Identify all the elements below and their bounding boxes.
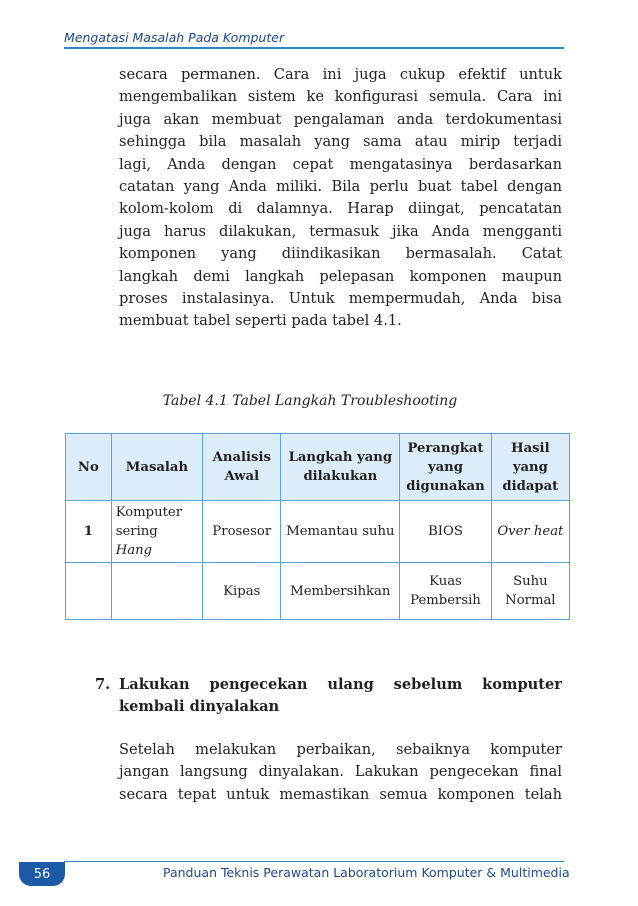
col-header-masalah: Masalah [111, 434, 202, 501]
footer-rule [64, 861, 564, 862]
header-rule [64, 47, 564, 49]
paragraph-2 [119, 739, 562, 806]
cell-no: 1 [66, 501, 112, 563]
paragraph-line: membuat tabel seperti pada tabel 4.1. [119, 312, 402, 330]
cell-perangkat: Kuas Pembersih [400, 563, 491, 620]
cell-analisis: Kipas [203, 563, 281, 620]
step-number: 7. [95, 676, 111, 693]
paragraph-line: lagi, Anda dengan cepat mengatasinya berdasarkan [119, 155, 562, 173]
col-header-hasil: Hasil yang didapat [491, 434, 569, 501]
troubleshooting-table [65, 433, 570, 620]
paragraph-line: secara tepat untuk memastikan semua komponen telah [119, 785, 562, 803]
paragraph-line: juga harus dilakukan, termasuk jika Anda mengganti [119, 222, 562, 240]
paragraph-1 [119, 64, 562, 333]
page-number-badge [19, 862, 65, 886]
step-title-line: Lakukan pengecekan ulang sebelum komputer [119, 676, 562, 693]
table-caption: Tabel 4.1 Tabel Langkah Troubleshooting [162, 393, 458, 409]
cell-masalah [111, 563, 202, 620]
footer-title: Panduan Teknis Perawatan Laboratorium Komputer & Multimedia [163, 865, 570, 880]
cell-masalah-line: sering [115, 524, 158, 539]
table-row [66, 501, 570, 563]
step-7-heading [95, 674, 562, 719]
col-header-perangkat: Perangkat yang digunakan [400, 434, 491, 501]
paragraph-line: sehingga bila masalah yang sama atau mirip terjadi [119, 133, 562, 151]
cell-langkah: Membersihkan [281, 563, 400, 620]
table-caption-wrap [0, 393, 620, 409]
paragraph-line: Setelah melakukan perbaikan, sebaiknya komputer [119, 741, 562, 758]
col-header-analisis: Analisis Awal [203, 434, 281, 501]
cell-perangkat: BIOS [400, 501, 491, 563]
page-number: 56 [33, 866, 51, 882]
paragraph-line: juga akan membuat pengalaman anda terdokumentasi [119, 110, 562, 128]
cell-masalah-line: Hang [115, 543, 153, 558]
cell-hasil: Suhu Normal [491, 563, 569, 620]
table-row [66, 563, 570, 620]
paragraph-line: komponen yang diindikasikan bermasalah. Catat [119, 245, 562, 263]
cell-analisis: Prosesor [203, 501, 281, 563]
table-header-row [66, 434, 570, 501]
paragraph-line: mengembalikan sistem ke konfigurasi semula. Cara ini [119, 88, 562, 106]
paragraph-line: jangan langsung dinyalakan. Lakukan pengecekan final [119, 763, 562, 781]
paragraph-line: secara permanen. Cara ini juga cukup efektif untuk [119, 66, 562, 83]
cell-masalah-line: Komputer [115, 505, 183, 520]
cell-langkah: Memantau suhu [281, 501, 400, 563]
cell-masalah [111, 501, 202, 563]
step-title-line: kembali dinyalakan [119, 698, 280, 716]
paragraph-line: kolom-kolom di dalamnya. Harap diingat, pencatatan [119, 200, 562, 218]
col-header-no: No [66, 434, 112, 501]
header-title: Mengatasi Masalah Pada Komputer [64, 30, 285, 45]
paragraph-line: langkah demi langkah pelepasan komponen maupun [119, 267, 562, 285]
paragraph-line: proses instalasinya. Untuk mempermudah, Anda bisa [119, 290, 562, 308]
cell-hasil: Over heat [491, 501, 569, 563]
cell-no [66, 563, 112, 620]
paragraph-line: catatan yang Anda miliki. Bila perlu buat tabel dengan [119, 178, 562, 196]
col-header-langkah: Langkah yang dilakukan [281, 434, 400, 501]
